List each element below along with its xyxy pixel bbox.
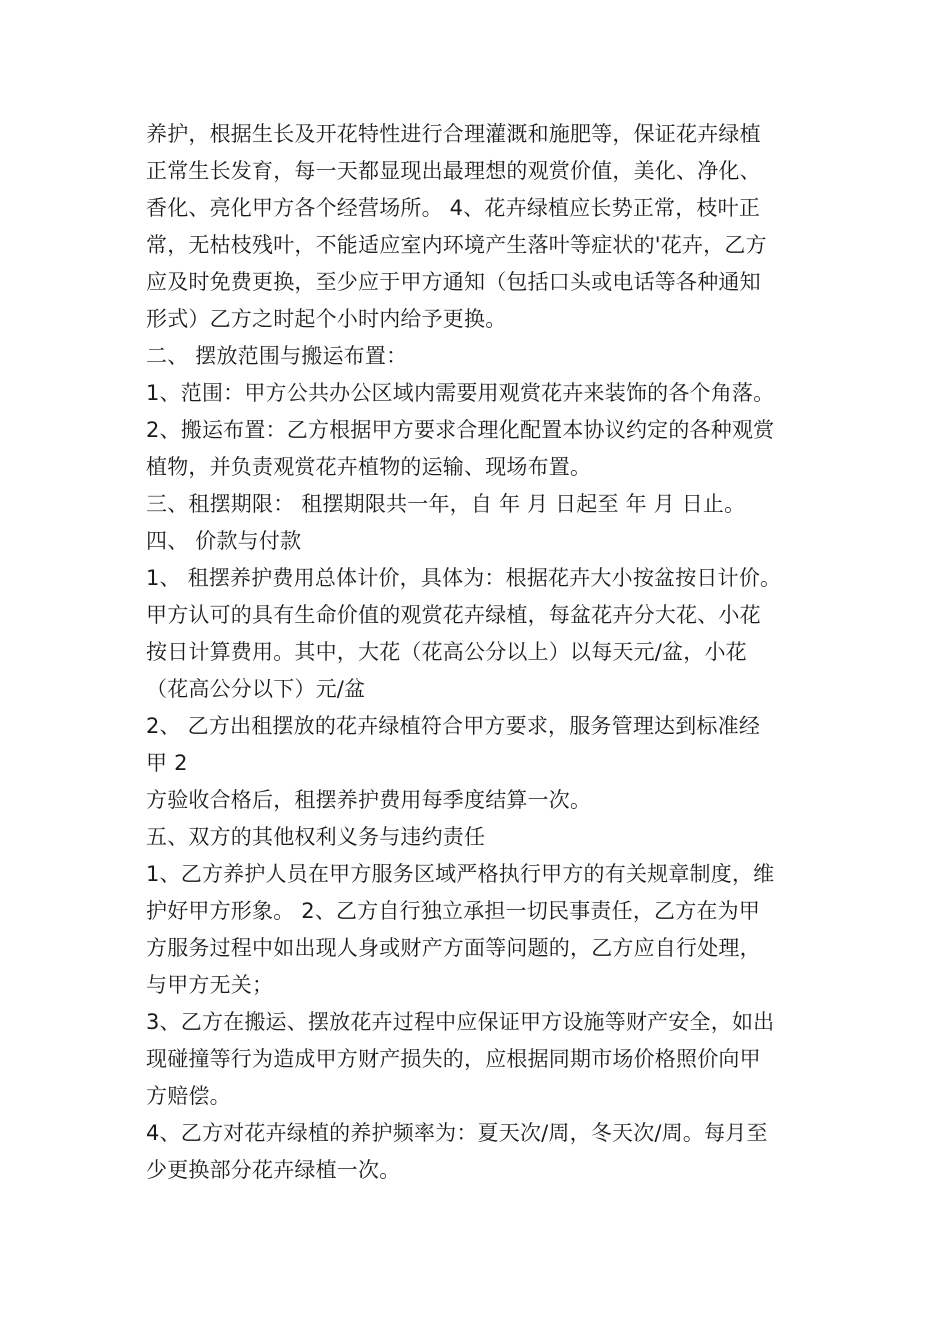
text-line: 2、搬运布置：乙方根据甲方要求合理化配置本协议约定的各种观赏 xyxy=(146,418,775,442)
text-line: 形式）乙方之时起个小时内给予更换。 xyxy=(146,307,507,331)
text-line: 养护，根据生长及开花特性进行合理灌溉和施肥等，保证花卉绿植 xyxy=(146,122,761,146)
section-heading-3: 三、租摆期限： 租摆期限共一年，自 年 月 日起至 年 月 日止。 xyxy=(146,492,746,516)
section-heading-4: 四、 价款与付款 xyxy=(146,529,302,553)
text-line: 护好甲方形象。 2、乙方自行独立承担一切民事责任，乙方在为甲 xyxy=(146,899,761,923)
text-line: 应及时免费更换，至少应于甲方通知（包括口头或电话等各种通知 xyxy=(146,270,761,294)
text-line: 常，无枯枝残叶，不能适应室内环境产生落叶等症状的'花卉，乙方 xyxy=(146,233,767,257)
text-line: 植物，并负责观赏花卉植物的运输、现场布置。 xyxy=(146,455,592,479)
text-line: 4、乙方对花卉绿植的养护频率为：夏天次/周，冬天次/周。每月至 xyxy=(146,1121,768,1145)
text-line: 1、 租摆养护费用总体计价，具体为：根据花卉大小按盆按日计价。 xyxy=(146,566,782,590)
text-line: 方赔偿。 xyxy=(146,1084,231,1108)
text-line: 现碰撞等行为造成甲方财产损失的，应根据同期市场价格照价向甲 xyxy=(146,1047,761,1071)
text-line: 2、 乙方出租摆放的花卉绿植符合甲方要求，服务管理达到标准经 xyxy=(146,714,761,738)
text-line: 香化、亮化甲方各个经营场所。 4、花卉绿植应长势正常，枝叶正 xyxy=(146,196,761,220)
document-body xyxy=(146,116,818,1189)
text-line: 甲 2 xyxy=(146,751,188,775)
text-line: 1、范围：甲方公共办公区域内需要用观赏花卉来装饰的各个角落。 xyxy=(146,381,775,405)
section-heading-5: 五、双方的其他权利义务与违约责任 xyxy=(146,825,486,849)
text-line: 按日计算费用。其中，大花（花高公分以上）以每天元/盆，小花 xyxy=(146,640,747,664)
text-line: 1、乙方养护人员在甲方服务区域严格执行甲方的有关规章制度，维 xyxy=(146,862,775,886)
text-line: 方验收合格后，租摆养护费用每季度结算一次。 xyxy=(146,788,592,812)
text-line: （花高公分以下）元/盆 xyxy=(146,677,366,701)
text-line: 正常生长发育，每一天都显现出最理想的观赏价值，美化、净化、 xyxy=(146,159,761,183)
text-line: 方服务过程中如出现人身或财产方面等问题的，乙方应自行处理， xyxy=(146,936,761,960)
text-line: 3、乙方在搬运、摆放花卉过程中应保证甲方设施等财产安全，如出 xyxy=(146,1010,775,1034)
section-heading-2: 二、 摆放范围与搬运布置： xyxy=(146,344,408,368)
text-line: 与甲方无关； xyxy=(146,973,274,997)
text-line: 少更换部分花卉绿植一次。 xyxy=(146,1158,401,1182)
text-line: 甲方认可的具有生命价值的观赏花卉绿植，每盆花卉分大花、小花 xyxy=(146,603,761,627)
